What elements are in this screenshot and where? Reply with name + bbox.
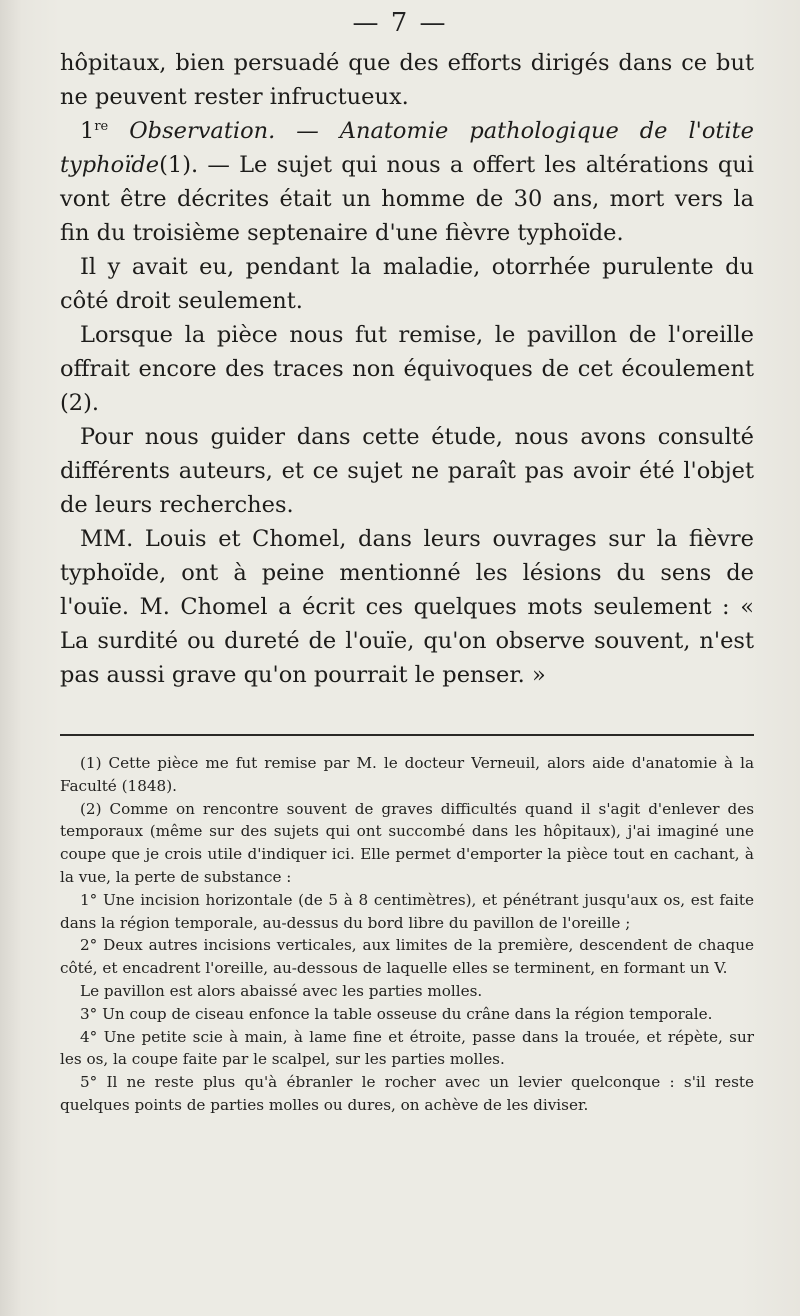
- footnote-step-3: 3° Un coup de ciseau enfonce la table osseuse du crâne dans la région temporale.: [80, 1004, 713, 1023]
- paragraph-otorrhea: Il y avait eu, pendant la maladie, otorrhée purulente du côté droit seulement.: [60, 254, 754, 314]
- paragraph-louis-chomel: MM. Louis et Chomel, dans leurs ouvrages sur la fièvre typhoïde, ont à peine mentionné les lésions du sens de l'ouïe. M. Chomel a écrit ces quelques mots seulement : « La surdité ou dureté de l'ouïe, qu'on observe souvent, n'est pas aussi grave qu'on pourrait le penser. »: [60, 526, 754, 688]
- observation-number: 1: [80, 118, 95, 144]
- footnote-step-1: 1° Une incision horizontale (de 5 à 8 centimètres), et pénétrant jusqu'aux os, est faite dans la région temporale, au-dessus du bord libre du pavillon de l'oreille ;: [60, 890, 754, 932]
- observation-text: . — Le sujet qui nous a offert les altérations qui vont être décrites était un homme de 30 ans, mort vers la fin du troisième septenaire d'une fièvre typhoïde.: [60, 152, 754, 246]
- observation-number-suffix: re: [94, 119, 109, 134]
- footnote-divider: [60, 734, 754, 736]
- page-number: — 7 —: [352, 8, 448, 38]
- paragraph-observation: [60, 114, 754, 250]
- observation-title: Observation. — Anatomie pathologique de l'otite typhoïde: [60, 118, 754, 178]
- paragraph-specimen: Lorsque la pièce nous fut remise, le pavillon de l'oreille offrait encore des traces non équivoques de cet écoulement (2).: [60, 322, 754, 416]
- paragraph-intro: hôpitaux, bien persuadé que des efforts dirigés dans ce but ne peuvent rester infructueux.: [60, 50, 754, 110]
- paragraph-authors: Pour nous guider dans cette étude, nous avons consulté différents auteurs, et ce sujet ne paraît pas avoir été l'objet de leurs recherches.: [60, 424, 754, 518]
- footnote-step-2-note: Le pavillon est alors abaissé avec les parties molles.: [80, 981, 483, 1000]
- footnotes: [60, 752, 754, 1117]
- footnote-step-4: 4° Une petite scie à main, à lame fine et étroite, passe dans la trouée, et répète, sur les os, la coupe faite par le scalpel, sur les parties molles.: [60, 1027, 754, 1069]
- footnote-ref-1: (1): [159, 152, 191, 178]
- footnote-step-2: 2° Deux autres incisions verticales, aux limites de la première, descendent de chaque côté, et encadrent l'oreille, au-dessous de laquelle elles se terminent, en formant un V.: [60, 936, 754, 978]
- footnote-2: (2) Comme on rencontre souvent de graves difficultés quand il s'agit d'enlever des temporaux (même sur des sujets qui ont succombé dans les hôpitaux), j'ai imaginé une coupe que je crois utile d'indiquer ici. Elle permet d'emporter la pièce tout en cachant, à la vue, la perte de substance :: [60, 799, 754, 886]
- footnote-1: (1) Cette pièce me fut remise par M. le docteur Verneuil, alors aide d'anatomie à la Faculté (1848).: [60, 754, 754, 795]
- main-text: [60, 46, 754, 692]
- footnote-step-5: 5° Il ne reste plus qu'à ébranler le rocher avec un levier quelconque : s'il reste quelques points de parties molles ou dures, on achève de les diviser.: [60, 1073, 754, 1114]
